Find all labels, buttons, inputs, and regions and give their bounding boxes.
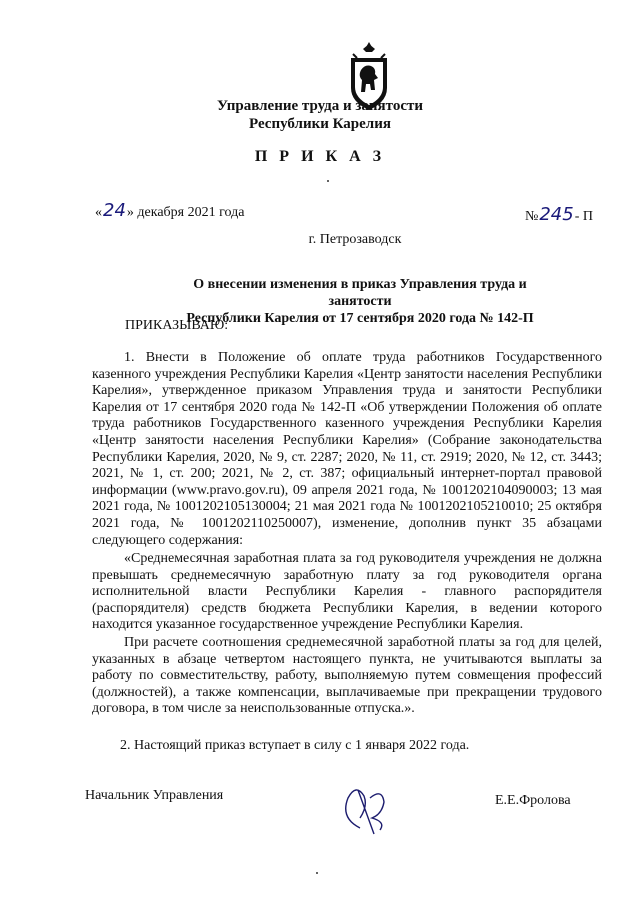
date-rest: » декабря 2021 года bbox=[126, 205, 245, 220]
order-number bbox=[525, 204, 593, 225]
subject-line2: Республики Карелия от 17 сентября 2020 года № 142-П bbox=[186, 311, 534, 326]
paragraph-2: «Среднемесячная заработная плата за год руководителя учреждения не должна превышать среднемесячную заработную плату за год руководителя органа исполнительной власти Республики Карелия - главного распорядителя (распорядителя) средств бюджета Республики Карелия, в ведении которого находится указанное государственное учреждение Республики Карелия. bbox=[92, 551, 602, 633]
city: г. Петрозаводск bbox=[308, 232, 402, 247]
date-day-handwritten: 24 bbox=[103, 200, 126, 221]
date-open-quote: « bbox=[95, 205, 102, 220]
paragraph-3: При расчете соотношения среднемесячной заработной платы за год для целей, указанных в абзаце четвертом настоящего пункта, не учитываются выплаты за работу по совместительству, работу, выполняемую путем совмещения профессий (должностей), а также компенсации, выплачиваемые при прекращении трудового договора, в том числе за неиспользованные отпуска.». bbox=[92, 635, 602, 717]
number-handwritten: 245 bbox=[539, 204, 574, 225]
paragraph-4: 2. Настоящий приказ вступает в силу с 1 января 2022 года. bbox=[120, 738, 470, 753]
handwritten-signature bbox=[330, 778, 410, 838]
org-name-line1: Управление труда и занятости bbox=[216, 98, 424, 114]
signer-position: Начальник Управления bbox=[85, 788, 224, 803]
number-sign: № bbox=[525, 209, 539, 224]
order-keyword: ПРИКАЗЫВАЮ: bbox=[125, 318, 229, 333]
subject-line1: О внесении изменения в приказ Управления труда и занятости bbox=[193, 277, 527, 309]
org-name-line2: Республики Карелия bbox=[249, 116, 391, 132]
order-date bbox=[95, 200, 244, 221]
document-title: П Р И К А З bbox=[254, 148, 386, 165]
footer-dot bbox=[316, 872, 318, 874]
stray-dot bbox=[327, 180, 329, 182]
paragraph-1: 1. Внести в Положение об оплате труда работников Государственного казенного учреждения Республики Карелия «Центр занятости населения Республики Карелия», утвержденное приказом Управления труда и занятости Республики Карелия от 17 сентября 2020 года № 142-П «Об утверждении Положения об оплате труда работников Государственного казенного учреждения Республики Карелия «Центр занятости населения Республики Карелия» (Собрание законодательства Республики Карелия, 2020, № 9, ст. 2287; 2020, № 11, ст. 2919; 2020, № 12, ст. 3443; 2021, № 1, ст. 200; 2021, № 2, ст. 387; официальный интернет-портал правовой информации (www.pravo.gov.ru), 09 апреля 2021 года, № 1001202104090003; 13 мая 2021 года, № 1001202105130004; 21 мая 2021 года № 1001202105210010; 25 октября 2021 года, № 1001202110250007), изменение, дополнив пункт 35 абзацами следующего содержания: bbox=[92, 350, 602, 548]
number-suffix: - П bbox=[574, 209, 593, 224]
signer-name: Е.Е.Фролова bbox=[495, 793, 571, 808]
